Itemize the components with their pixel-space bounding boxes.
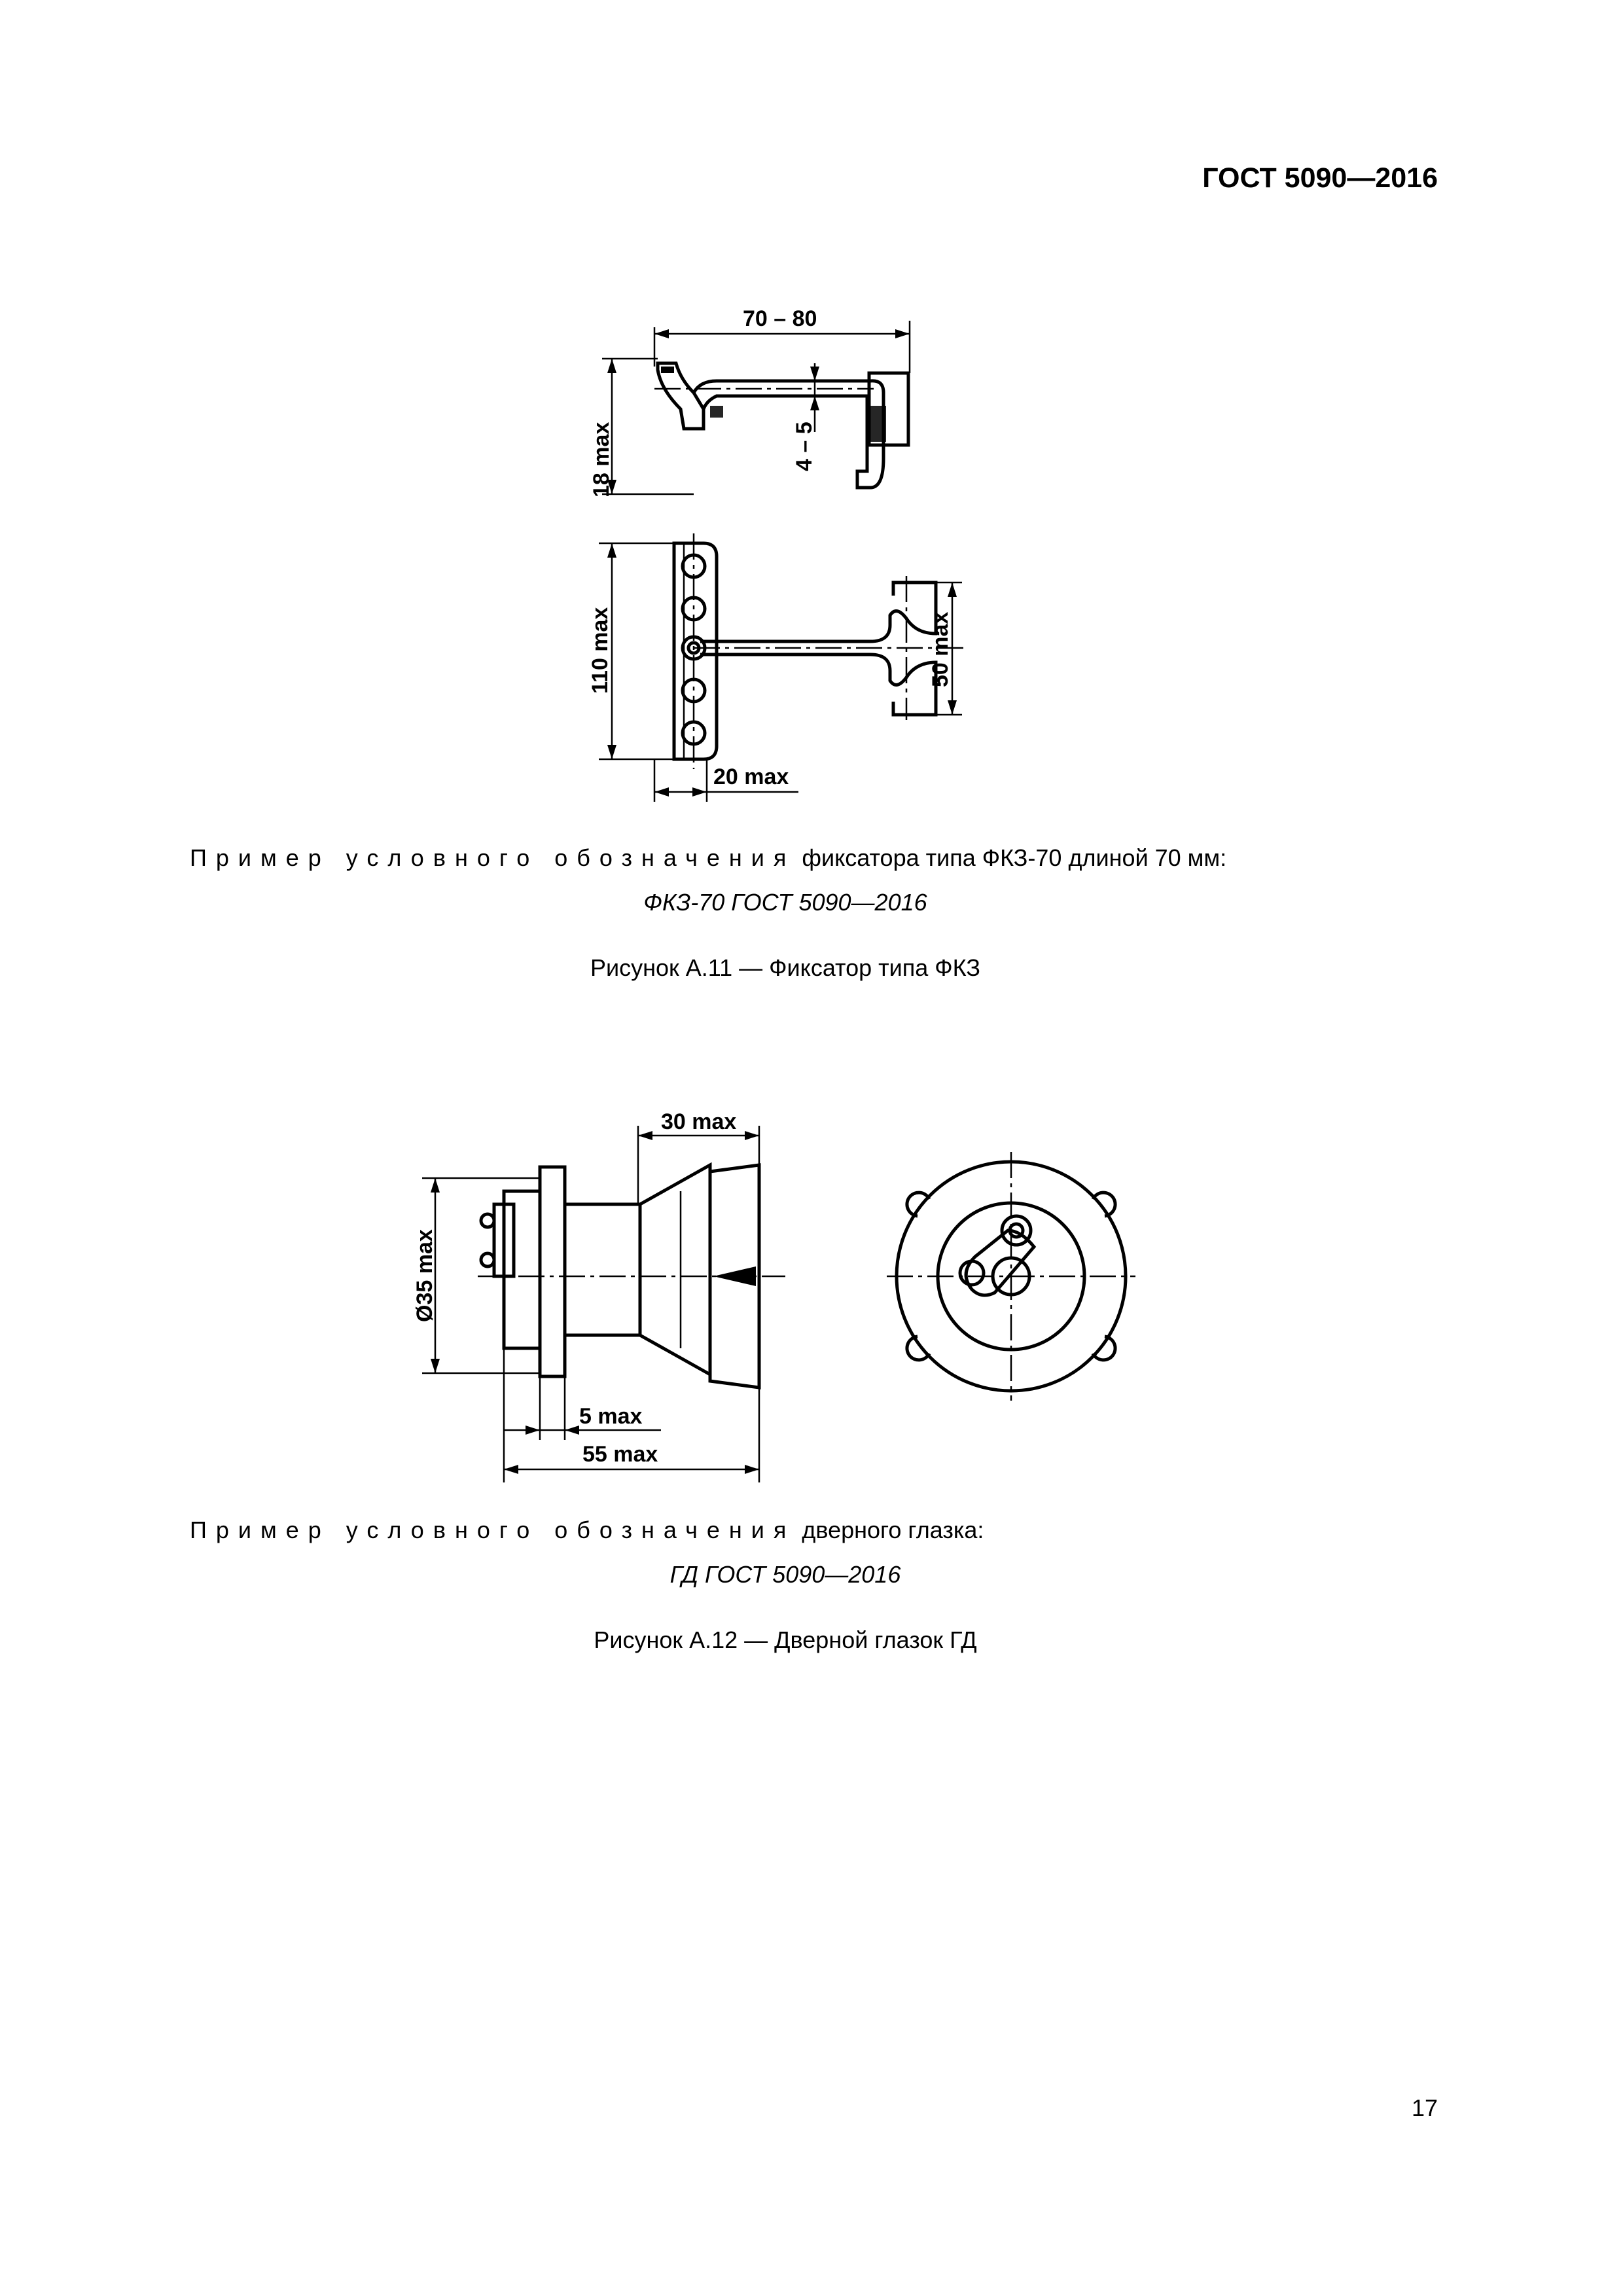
example-a11 — [190, 844, 1226, 872]
example-text: дверного глазка: — [802, 1516, 984, 1543]
door-viewer-front-drawing — [887, 1152, 1135, 1401]
dim-depth: 30 max — [661, 1109, 737, 1134]
caption-a11: Рисунок А.11 — Фиксатор типа ФКЗ — [590, 954, 980, 981]
dim-diameter: Ø35 max — [412, 1229, 437, 1322]
example-label: Пример условного обозначения — [190, 1516, 796, 1543]
document-standard-header: ГОСТ 5090—2016 — [1202, 162, 1438, 194]
dim-flange: 5 max — [579, 1404, 643, 1429]
dim-length: 55 max — [582, 1442, 658, 1467]
example-text: фиксатора типа ФКЗ-70 длиной 70 мм: — [802, 844, 1227, 871]
door-viewer-side-drawing — [412, 1109, 785, 1482]
designation-a11: ФКЗ-70 ГОСТ 5090—2016 — [643, 889, 927, 916]
example-label: Пример условного обозначения — [190, 844, 796, 871]
fixator-front-drawing — [588, 533, 969, 802]
dim-width: 110 max — [588, 607, 613, 694]
designation-a12: ГД ГОСТ 5090—2016 — [669, 1561, 901, 1588]
dim-length: 70 – 80 — [743, 306, 817, 331]
caption-a12: Рисунок А.12 — Дверной глазок ГД — [594, 1626, 977, 1653]
fixator-profile-drawing — [589, 306, 910, 497]
dim-thickness: 4 – 5 — [792, 422, 817, 471]
page-number: 17 — [1411, 2094, 1438, 2121]
dim-plate: 20 max — [713, 764, 789, 789]
example-a12 — [190, 1516, 984, 1544]
dim-height: 18 max — [589, 422, 614, 497]
dim-hook-width: 50 max — [928, 611, 953, 687]
